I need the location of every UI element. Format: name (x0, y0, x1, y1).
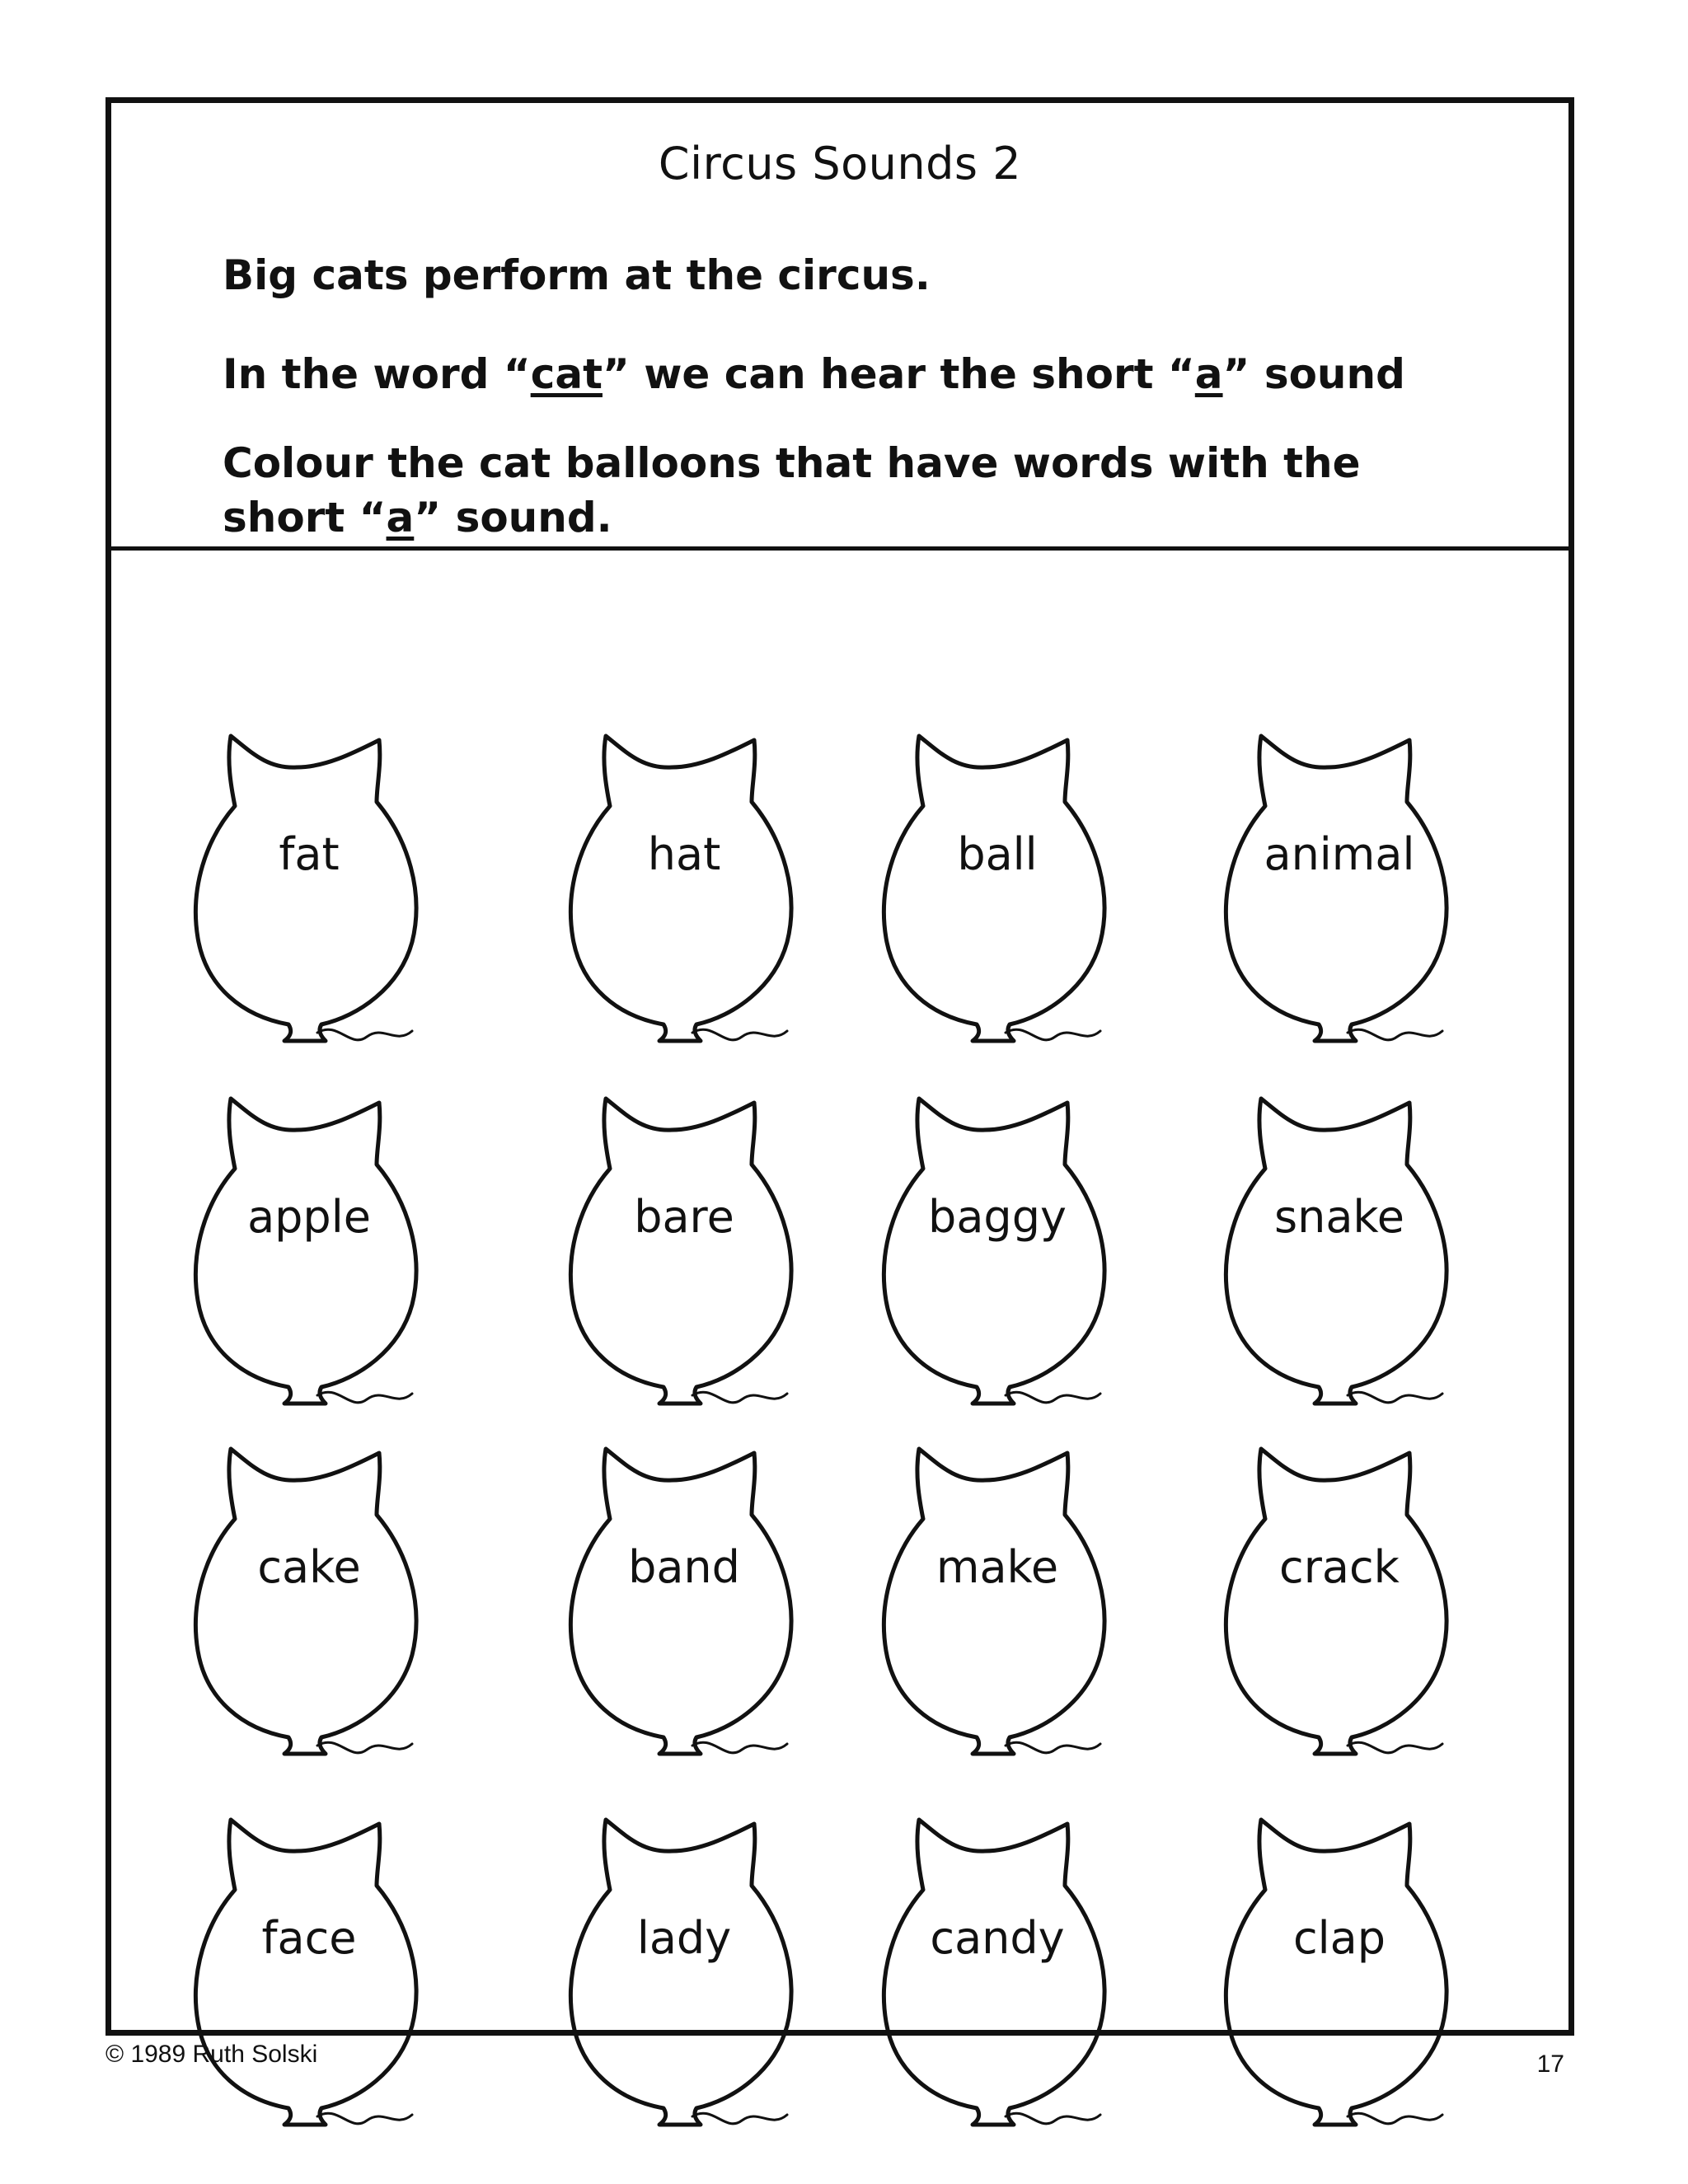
underlined-letter-a: a (386, 494, 415, 541)
cat-balloon[interactable] (849, 1066, 1146, 1412)
cat-balloon[interactable] (536, 703, 832, 1049)
balloon-word: fat (279, 828, 340, 880)
balloon-word: baggy (928, 1191, 1067, 1243)
cat-balloon[interactable] (536, 1416, 832, 1762)
instruction-text: ” sound (1222, 350, 1405, 398)
instruction-line-3 (223, 436, 1470, 545)
balloon-string (1348, 1029, 1442, 1040)
copyright-notice: © 1989 Ruth Solski (106, 2041, 318, 2068)
balloon-word: snake (1273, 1191, 1405, 1243)
cat-head-outline (195, 736, 416, 1041)
page-title: Circus Sounds 2 (658, 138, 1022, 190)
cat-head-outline (195, 1820, 416, 2125)
balloon-string (692, 1742, 787, 1753)
cat-balloon[interactable] (1191, 1787, 1488, 2133)
balloon-string (317, 1029, 412, 1040)
balloon-string (692, 2113, 787, 2124)
underlined-letter-a: a (1194, 350, 1223, 398)
balloon-word: lady (636, 1912, 732, 1964)
cat-balloon[interactable] (1191, 1066, 1488, 1412)
cat-balloon[interactable] (161, 1066, 457, 1412)
balloon-string (1348, 2113, 1442, 2124)
cat-head-outline (1226, 1449, 1447, 1754)
cat-head-outline (884, 1099, 1104, 1404)
instruction-text: Colour the cat balloons that have words with the short “ (223, 439, 1361, 541)
cat-head-outline (884, 736, 1104, 1041)
instruction-line-1: Big cats perform at the circus. (223, 251, 931, 299)
page-number: 17 (1536, 2050, 1564, 2078)
cat-head-outline (884, 1449, 1104, 1754)
cat-head-outline (195, 1099, 416, 1404)
cat-balloon[interactable] (849, 1416, 1146, 1762)
balloon-string (1006, 1392, 1100, 1403)
cat-balloon[interactable] (161, 1787, 457, 2133)
balloon-string (692, 1392, 787, 1403)
worksheet-frame (106, 97, 1574, 2036)
balloon-word: crack (1279, 1541, 1400, 1593)
balloon-word: bare (634, 1191, 734, 1243)
balloon-string (317, 2113, 412, 2124)
instruction-line-2 (223, 347, 1470, 401)
cat-head-outline (570, 736, 791, 1041)
balloon-word: band (628, 1541, 740, 1593)
instruction-text: ” sound. (414, 494, 612, 541)
balloon-word: face (261, 1912, 357, 1964)
cat-balloon[interactable] (1191, 703, 1488, 1049)
balloon-string (1348, 1392, 1442, 1403)
cat-balloon[interactable] (536, 1787, 832, 2133)
cat-balloon[interactable] (536, 1066, 832, 1412)
cat-head-outline (1226, 736, 1447, 1041)
cat-balloon[interactable] (161, 1416, 457, 1762)
cat-head-outline (195, 1449, 416, 1754)
instruction-text: In the word “ (223, 350, 531, 398)
cat-head-outline (570, 1099, 791, 1404)
balloon-string (1006, 1742, 1100, 1753)
underlined-word-cat: cat (530, 350, 603, 398)
balloon-string (1006, 2113, 1100, 2124)
balloon-string (1348, 1742, 1442, 1753)
worksheet-header (111, 103, 1568, 551)
balloon-grid (111, 551, 1568, 2030)
balloon-word: make (935, 1541, 1059, 1593)
balloon-word: ball (957, 828, 1038, 880)
cat-head-outline (1226, 1099, 1447, 1404)
balloon-string (317, 1742, 412, 1753)
cat-balloon[interactable] (1191, 1416, 1488, 1762)
cat-balloon[interactable] (161, 703, 457, 1049)
cat-head-outline (570, 1449, 791, 1754)
balloon-word: cake (257, 1541, 361, 1593)
cat-balloon[interactable] (849, 1787, 1146, 2133)
balloon-word: animal (1264, 828, 1415, 880)
balloon-word: candy (930, 1912, 1065, 1964)
balloon-word: apple (247, 1191, 371, 1243)
balloon-word: clap (1292, 1912, 1386, 1964)
balloon-word: hat (647, 828, 721, 880)
cat-head-outline (570, 1820, 791, 2125)
balloon-string (1006, 1029, 1100, 1040)
instruction-text: ” we can hear the short “ (602, 350, 1195, 398)
cat-head-outline (884, 1820, 1104, 2125)
balloon-string (692, 1029, 787, 1040)
cat-head-outline (1226, 1820, 1447, 2125)
balloon-string (317, 1392, 412, 1403)
cat-balloon[interactable] (849, 703, 1146, 1049)
